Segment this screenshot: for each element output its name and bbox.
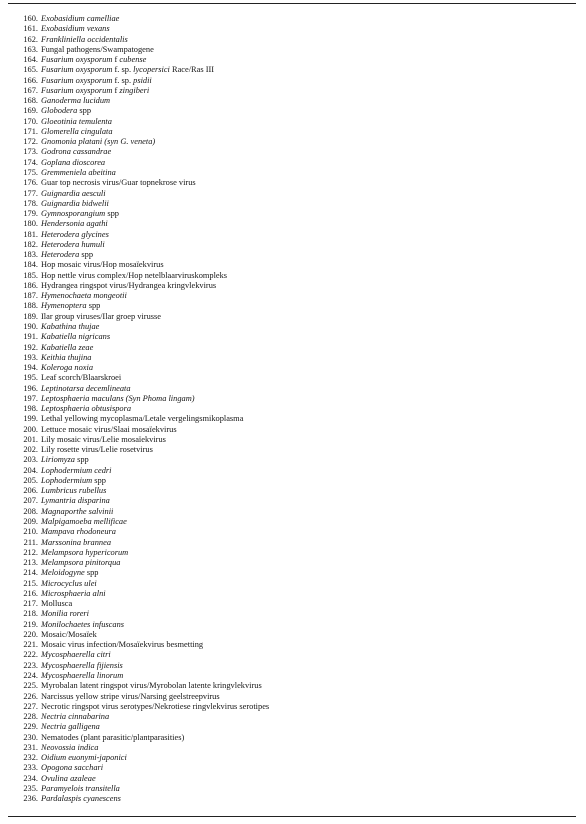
list-item	[8, 794, 578, 804]
list-item	[8, 558, 578, 568]
entry-number: 232.	[23, 753, 38, 763]
entry-number: 186.	[23, 280, 38, 290]
entry-number: 220.	[23, 629, 38, 639]
list-item	[8, 466, 578, 476]
entry-number: 216.	[23, 588, 38, 598]
entry-text: Hop nettle virus complex/Hop netelblaarviruskompleks	[41, 270, 228, 280]
entry-number: 222.	[23, 650, 38, 660]
entry-text: Mollusca	[41, 599, 73, 609]
entry-number: 196.	[23, 383, 38, 393]
entry-number: 168.	[23, 96, 38, 106]
entry-name-italic: Heterodera humuli	[41, 239, 105, 249]
entry-text: Mosaic/Mosaïek	[41, 629, 97, 639]
list-item	[8, 96, 578, 106]
entry-number: 210.	[23, 527, 38, 537]
entry-name-italic: Leptosphaeria maculans (Syn Phoma lingam)	[41, 393, 195, 403]
entry-number: 163.	[23, 44, 38, 54]
entry-name-italic: Marssonina brannea	[41, 537, 112, 547]
list-item	[8, 127, 578, 137]
bottom-rule	[8, 816, 576, 817]
entry-number: 218.	[23, 609, 38, 619]
entry-number: 234.	[23, 773, 38, 783]
entry-number: 233.	[23, 763, 38, 773]
entry-number: 171.	[23, 126, 38, 136]
list-item	[8, 158, 578, 168]
list-item	[8, 291, 578, 301]
entry-name-italic: Nectria cinnabarina	[41, 712, 110, 722]
entry-name-italic: Monilochaetes infuscans	[41, 619, 125, 629]
entry-name-italic: Globodera	[41, 106, 78, 116]
list-item	[8, 640, 578, 650]
entry-name-italic: Mycosphaerella linorum	[41, 671, 124, 680]
list-item	[8, 76, 578, 86]
list-item	[8, 784, 578, 794]
entry-name-italic: Microsphaeria alni	[41, 588, 106, 598]
entry-name-italic: Gymnosporangium	[41, 209, 106, 219]
list-item	[8, 589, 578, 599]
entry-name-italic: Kabatiella zeae	[41, 342, 94, 352]
list-item	[8, 230, 578, 240]
entry-number: 230.	[23, 732, 38, 742]
entry-number: 167.	[23, 85, 38, 95]
entry-name-italic: Frankliniella occidentalis	[41, 34, 128, 44]
entry-number: 215.	[23, 578, 38, 588]
entry-number: 229.	[23, 722, 38, 732]
list-item	[8, 137, 578, 147]
entry-number: 160.	[23, 14, 38, 23]
entry-number: 225.	[23, 681, 38, 691]
list-item	[8, 609, 578, 619]
entry-number: 205.	[23, 475, 38, 485]
entry-number: 236.	[23, 794, 38, 804]
entry-name-italic: Gloeotinia temulenta	[41, 116, 112, 126]
entry-name-italic: Goplana dioscorea	[41, 157, 106, 167]
entry-text: Necrotic ringspot virus serotypes/Nekrotiese ringvlekvirus serotipes	[41, 701, 270, 711]
list-item	[8, 373, 578, 383]
entry-number: 199.	[23, 414, 38, 424]
entry-name-italic: Mycosphaerella citri	[41, 650, 111, 660]
entry-name-italic: Exobasidium camelliae	[41, 14, 120, 23]
list-item	[8, 445, 578, 455]
list-item	[8, 455, 578, 465]
list-item	[8, 650, 578, 660]
entry-number: 198.	[23, 404, 38, 414]
entry-name-italic: Melampsora pinitorqua	[41, 558, 121, 568]
list-item	[8, 722, 578, 732]
list-item	[8, 538, 578, 548]
entry-name-italic: Heterodera glycines	[41, 229, 109, 239]
entry-number: 169.	[23, 106, 38, 116]
list-item	[8, 774, 578, 784]
list-item	[8, 394, 578, 404]
entry-number: 174.	[23, 157, 38, 167]
list-item	[8, 568, 578, 578]
entry-text: Lily rosette virus/Lelie rosetvirus	[41, 445, 153, 455]
list-item	[8, 199, 578, 209]
list-item	[8, 250, 578, 260]
entry-name-italic: Fusarium oxysporum	[41, 85, 113, 95]
list-item	[8, 260, 578, 270]
entry-name-italic: Exobasidium vexans	[41, 24, 110, 34]
entry-number: 203.	[23, 455, 38, 465]
list-item	[8, 404, 578, 414]
entry-name-italic: Glomerella cingulata	[41, 126, 113, 136]
list-item	[8, 24, 578, 34]
entry-name-italic: Godrona cassandrae	[41, 147, 112, 157]
entry-number: 191.	[23, 332, 38, 342]
list-item	[8, 35, 578, 45]
entry-number: 207.	[23, 496, 38, 506]
entry-text: Mosaic virus infection/Mosaïekvirus besmetting	[41, 640, 204, 650]
entry-number: 190.	[23, 321, 38, 331]
entry-number: 187.	[23, 291, 38, 301]
entry-number: 162.	[23, 34, 38, 44]
entry-number: 179.	[23, 209, 38, 219]
entry-number: 185.	[23, 270, 38, 280]
list-item	[8, 517, 578, 527]
list-item	[8, 630, 578, 640]
list-item	[8, 743, 578, 753]
entry-name-italic: Liriomyza	[41, 455, 75, 465]
entry-text: Myrobalan latent ringspot virus/Myrobolan latente kringvlekvirus	[41, 681, 262, 691]
entry-name-italic: Fusarium oxysporum	[41, 55, 113, 65]
list-item	[8, 620, 578, 630]
list-item	[8, 86, 578, 96]
list-item	[8, 117, 578, 127]
entry-number: 231.	[23, 742, 38, 752]
entry-number: 181.	[23, 229, 38, 239]
list-item	[8, 733, 578, 743]
entry-number: 206.	[23, 486, 38, 496]
entry-text: spp	[79, 250, 94, 260]
list-item	[8, 496, 578, 506]
entry-name-italic: Kabathina thujae	[41, 321, 100, 331]
list-item	[8, 271, 578, 281]
list-item	[8, 178, 578, 188]
entry-text: spp	[105, 209, 119, 219]
top-rule	[8, 3, 576, 4]
list-item	[8, 312, 578, 322]
entry-name-italic: Heterodera	[41, 250, 80, 260]
list-item	[8, 363, 578, 373]
entry-number: 201.	[23, 434, 38, 444]
list-item	[8, 343, 578, 353]
entry-text: spp	[84, 568, 99, 578]
entry-name-italic: Lumbricus rubellus	[41, 486, 107, 496]
list-item	[8, 425, 578, 435]
entry-number: 219.	[23, 619, 38, 629]
entry-number: 184.	[23, 260, 38, 270]
list-item	[8, 476, 578, 486]
entry-text: spp	[86, 301, 101, 311]
entry-number: 177.	[23, 188, 38, 198]
entry-name-italic: Lophodermium cedri	[41, 465, 112, 475]
entry-text: Race/Ras III	[169, 65, 215, 75]
entry-name-italic: Guignardia aesculi	[41, 188, 106, 198]
list-item	[8, 414, 578, 424]
entry-number: 189.	[23, 311, 38, 321]
entry-name-italic: Fusarium oxysporum	[41, 75, 113, 85]
entry-number: 178.	[23, 198, 38, 208]
entry-number: 166.	[23, 75, 38, 85]
list-item	[8, 712, 578, 722]
entry-text: Fungal pathogens/Swampatogene	[41, 44, 154, 54]
entry-name-italic: zingiberi	[119, 85, 150, 95]
entry-number: 204.	[23, 465, 38, 475]
list-item	[8, 527, 578, 537]
entry-name-italic: Microcyclus ulei	[41, 578, 97, 588]
entry-text: Nematodes (plant parasitic/plantparasities)	[41, 732, 185, 742]
entry-name-italic: Oidium euonymi-japonici	[41, 753, 127, 763]
entry-text: Leaf scorch/Blaarskroei	[41, 373, 122, 383]
entry-number: 182.	[23, 239, 38, 249]
list-item	[8, 281, 578, 291]
entry-name-italic: Neovossia indica	[41, 742, 99, 752]
entry-text: f	[112, 85, 120, 95]
entry-number: 212.	[23, 547, 38, 557]
entry-number: 172.	[23, 137, 38, 147]
entry-name-italic: Ganoderma lucidum	[41, 96, 111, 106]
list-item	[8, 692, 578, 702]
entry-number: 192.	[23, 342, 38, 352]
entry-name-italic: cubense	[119, 55, 147, 65]
list-item	[8, 681, 578, 691]
list-item	[8, 55, 578, 65]
list-item	[8, 219, 578, 229]
entry-number: 202.	[23, 445, 38, 455]
entry-name-italic: Paramyelois transitella	[41, 783, 120, 793]
entry-name-italic: Magnaporthe salvinii	[41, 506, 114, 516]
entry-name-italic: Hendersonia agathi	[41, 219, 108, 229]
list-item	[8, 579, 578, 589]
entry-name-italic: Gremmeniela abeitina	[41, 167, 116, 177]
entry-name-italic: Lophodermium	[41, 475, 93, 485]
list-item	[8, 147, 578, 157]
entry-name-italic: Leptosphaeria obtusispora	[41, 404, 132, 414]
list-item	[8, 661, 578, 671]
entry-number: 175.	[23, 167, 38, 177]
entry-number: 180.	[23, 219, 38, 229]
list-item	[8, 322, 578, 332]
entry-number: 226.	[23, 691, 38, 701]
entry-number: 235.	[23, 783, 38, 793]
list-item	[8, 753, 578, 763]
entry-number: 161.	[23, 24, 38, 34]
entry-name-italic: Leptinotarsa decemlineata	[41, 383, 131, 393]
entry-number: 173.	[23, 147, 38, 157]
entry-name-italic: Hymenoptera	[41, 301, 87, 311]
list-item	[8, 763, 578, 773]
list-item	[8, 168, 578, 178]
entry-number: 227.	[23, 701, 38, 711]
list-item	[8, 189, 578, 199]
entry-number: 200.	[23, 424, 38, 434]
entry-name-italic: Ovulina azaleae	[41, 773, 96, 783]
entry-name-italic: Monilia roreri	[41, 609, 89, 619]
entry-number: 228.	[23, 712, 38, 722]
list-item	[8, 106, 578, 116]
entry-text: Lethal yellowing mycoplasma/Letale vergelingsmikoplasma	[41, 414, 244, 424]
entry-number: 209.	[23, 517, 38, 527]
list-item	[8, 384, 578, 394]
entry-number: 193.	[23, 352, 38, 362]
list-item	[8, 671, 578, 681]
list-item	[8, 14, 578, 24]
entry-text: Hydrangea ringspot virus/Hydrangea kringvlekvirus	[41, 280, 217, 290]
entry-text: f. sp.	[112, 65, 134, 75]
entry-number: 211.	[23, 537, 38, 547]
entry-name-italic: Pardalaspis cyanescens	[41, 794, 121, 804]
entry-name-italic: Mycosphaerella fijiensis	[41, 660, 123, 670]
entry-text: Lily mosaic virus/Lelie mosaïekvirus	[41, 434, 166, 444]
list-item	[8, 301, 578, 311]
entry-name-italic: Melampsora hypericorum	[41, 547, 129, 557]
list-item	[8, 209, 578, 219]
entry-name-italic: Meloidogyne	[41, 568, 85, 578]
entry-name-italic: Malpigamoeba mellificae	[41, 517, 127, 527]
entry-number: 195.	[23, 373, 38, 383]
entry-name-italic: Hymenochaeta mongeotii	[41, 291, 127, 301]
entry-text: Lettuce mosaic virus/Slaai mosaïekvirus	[41, 424, 177, 434]
entry-number: 170.	[23, 116, 38, 126]
entry-number: 164.	[23, 55, 38, 65]
entry-text: Guar top necrosis virus/Guar topnekrose virus	[41, 178, 196, 188]
list-item	[8, 486, 578, 496]
entry-name-italic: Mampava rhodoneura	[41, 527, 116, 537]
entry-number: 188.	[23, 301, 38, 311]
entry-number: 223.	[23, 660, 38, 670]
entry-text: Hop mosaic virus/Hop mosaïekvirus	[41, 260, 164, 270]
list-item	[8, 548, 578, 558]
list-item	[8, 332, 578, 342]
entry-number: 194.	[23, 363, 38, 373]
entry-name-italic: psidii	[133, 75, 152, 85]
species-list	[8, 14, 578, 804]
entry-text: Ilar group viruses/Ilar groep virusse	[41, 311, 162, 321]
entry-name-italic: Nectria galligena	[41, 722, 100, 732]
list-item	[8, 45, 578, 55]
list-item	[8, 435, 578, 445]
entry-text: spp	[74, 455, 89, 465]
entry-text: Narcissus yellow stripe virus/Narsing geelstreepvirus	[41, 691, 220, 701]
entry-name-italic: Lymantria disparina	[41, 496, 110, 506]
entry-name-italic: Koleroga noxia	[41, 363, 94, 373]
entry-number: 224.	[23, 671, 38, 680]
list-item	[8, 65, 578, 75]
entry-number: 165.	[23, 65, 38, 75]
list-item	[8, 353, 578, 363]
entry-name-italic: Opogona sacchari	[41, 763, 104, 773]
list-item	[8, 240, 578, 250]
entry-name-italic: lycopersici	[133, 65, 170, 75]
entry-text: spp	[77, 106, 92, 116]
list-item	[8, 507, 578, 517]
entry-name-italic: Keithia thujina	[41, 352, 92, 362]
entry-number: 197.	[23, 393, 38, 403]
entry-number: 208.	[23, 506, 38, 516]
entry-number: 221.	[23, 640, 38, 650]
entry-name-italic: Fusarium oxysporum	[41, 65, 113, 75]
list-item	[8, 599, 578, 609]
entry-number: 214.	[23, 568, 38, 578]
entry-number: 176.	[23, 178, 38, 188]
entry-text: spp	[92, 475, 106, 485]
entry-number: 183.	[23, 250, 38, 260]
entry-text: f. sp.	[112, 75, 134, 85]
entry-name-italic: Guignardia bidwelii	[41, 198, 109, 208]
entry-number: 213.	[23, 558, 38, 568]
entry-number: 217.	[23, 599, 38, 609]
entry-text: f	[112, 55, 120, 65]
list-item	[8, 702, 578, 712]
entry-name-italic: Gnomonia platani (syn G. veneta)	[41, 137, 156, 147]
entry-name-italic: Kabatiella nigricans	[41, 332, 111, 342]
